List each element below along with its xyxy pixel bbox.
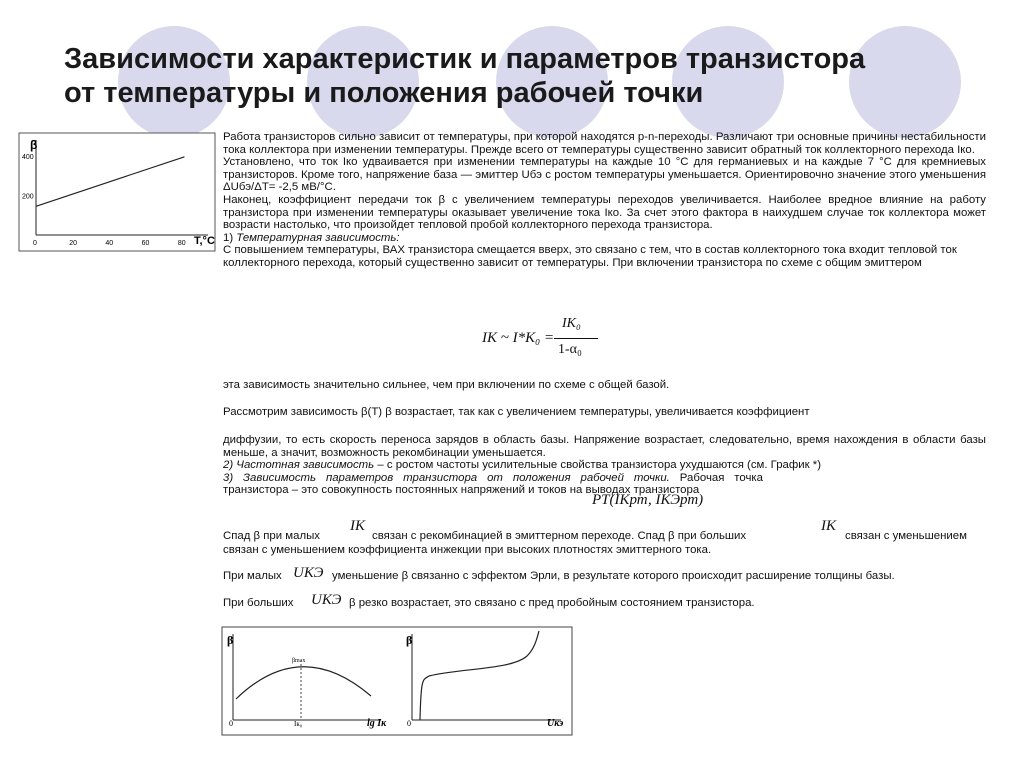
ik-symbol-1: IК bbox=[350, 518, 365, 534]
formula-operating-point: PT(IКрт, IКЭрт) bbox=[592, 492, 704, 508]
item1-number: 1) bbox=[223, 231, 237, 244]
chart2-ylabel: β bbox=[227, 633, 234, 647]
item3-text: Рабочая точка транзистора – это совокупность постоянных напряжений и токов на выводах транзистора bbox=[223, 471, 763, 497]
text-block-3 bbox=[223, 406, 986, 419]
chart1-ytick-0: 200 bbox=[22, 193, 34, 201]
chart3-xlabel: Uкэ bbox=[547, 718, 564, 729]
formula1-denominator: 1-α₀ bbox=[558, 342, 582, 357]
chart2-origin: 0 bbox=[229, 719, 233, 728]
text-block-2 bbox=[223, 379, 986, 392]
list-item-1 bbox=[223, 232, 986, 245]
paragraph-4: С повышением температуры, ВАХ транзистора смещается вверх, это связано с тем, что в состав коллекторного тока входит тепловой ток коллекторного перехода, который существенно зависит от температуры. При включении транзистора по схеме с общим эмиттером bbox=[223, 244, 957, 269]
paragraph-9 bbox=[223, 565, 986, 583]
ik-symbol-2: IК bbox=[821, 518, 836, 534]
uke-symbol-1: UКЭ bbox=[293, 565, 324, 581]
chart1-xtick-3: 60 bbox=[141, 240, 150, 247]
paragraph-2: Установлено, что ток Iко удваивается при изменении температуры на каждые 10 °С для германиевых и на каждые 7 °С для кремниевых транзисторов. Кроме того, напряжение база — эмиттер Uбэ с ростом температуры уменьшается. Ориентировочно значение этого уменьшения ΔUбэ/ΔT= -2,5 мВ/°С. bbox=[223, 156, 986, 194]
chart1-ytick-1: 400 bbox=[22, 153, 34, 161]
item3-title: 3) Зависимость параметров транзистора от положения рабочей точки. bbox=[223, 471, 670, 484]
chart2-xlabel: lg Iк bbox=[367, 718, 387, 729]
paragraph-3: Наконец, коэффициент передачи ток β с увеличением температуры переходов увеличивается. Наиболее вредное влияние на работу транзистора при изменении температуры оказывает увеличение тока Iко. За счет этого фактора в наихудшем случае ток коллектора может возрасти настолько, что произойдет тепловой пробой коллекторного перехода транзистора. bbox=[223, 193, 986, 232]
p10-part-a: При больших bbox=[223, 597, 294, 609]
paragraph-7: диффузии, то есть скорость переноса зарядов в область базы. Напряжение возрастает, следовательно, время нахождения в области базы меньше, а значит, возможность рекомбинации уменьшается. bbox=[223, 434, 986, 459]
paragraph-6: Рассмотрим зависимость β(T) β возрастает, так как с увеличением температуры, увеличивается коэффициент bbox=[223, 406, 810, 418]
formula1-fraction-bar bbox=[554, 338, 598, 339]
item2-text: – с ростом частоты усилительные свойства транзистора ухудшаются (см. График *) bbox=[374, 459, 821, 472]
main-text bbox=[223, 131, 986, 270]
chart1-xtick-4: 80 bbox=[177, 240, 186, 247]
p8-part-c-start: связан с уменьшением bbox=[845, 530, 967, 542]
page-title bbox=[64, 42, 1004, 110]
chart1-xtick-0: 0 bbox=[33, 240, 37, 247]
paragraph-10 bbox=[223, 592, 986, 610]
formula1-lhs: IК ~ I*К₀ = bbox=[482, 330, 555, 346]
p9-part-a: При малых bbox=[223, 570, 282, 582]
formula1-numerator: IК₀ bbox=[562, 316, 581, 331]
text-block-4 bbox=[223, 434, 986, 497]
title-line-2: от температуры и положения рабочей точки bbox=[64, 77, 704, 109]
paragraph-1: Работа транзисторов сильно зависит от температуры, при которой находятся p-n-переходы. Различают три основные причины нестабильности тока коллектора при изменении температуры. Прежде всего от температуры существенно зависит обратный ток коллекторного перехода Iко. bbox=[223, 131, 986, 156]
paragraph-8 bbox=[223, 520, 986, 557]
p8-part-c: связан с уменьшением коэффициента инжекции при высоких плотностях эмиттерного тока. bbox=[223, 544, 712, 556]
chart1-ylabel: β bbox=[30, 138, 38, 152]
item2-title: 2) Частотная зависимость bbox=[223, 459, 375, 472]
p8-part-b: связан с рекомбинацией в эмиттерном переходе. Спад β при больших bbox=[372, 530, 747, 542]
title-line-1: Зависимости характеристик и параметров транзистора bbox=[64, 43, 866, 75]
paragraph-5: эта зависимость значительно сильнее, чем при включении по схеме с общей базой. bbox=[223, 379, 670, 391]
formula-ik bbox=[482, 318, 602, 364]
uke-symbol-2: UКЭ bbox=[311, 592, 342, 608]
list-item-2 bbox=[223, 459, 986, 472]
chart2-xtick: Iк₀ bbox=[294, 720, 303, 728]
chart3-origin: 0 bbox=[407, 719, 411, 728]
chart1-xtick-1: 20 bbox=[69, 240, 78, 247]
chart1-xlabel: T,°C bbox=[194, 235, 215, 247]
p10-part-b: β резко возрастает, это связано с пред пробойным состоянием транзистора. bbox=[349, 597, 755, 609]
chart2-peak-label: βmax bbox=[292, 658, 306, 664]
beta-temperature-chart bbox=[18, 132, 216, 252]
chart1-xtick-2: 40 bbox=[105, 240, 114, 247]
item1-title: Температурная зависимость: bbox=[236, 231, 400, 244]
beta-operating-point-charts bbox=[221, 626, 573, 736]
p9-part-b: уменьшение β связанно с эффектом Эрли, в результате которого происходит расширение толщины базы. bbox=[332, 570, 895, 582]
p8-part-a: Спад β при малых bbox=[223, 530, 320, 542]
chart3-ylabel: β bbox=[406, 633, 413, 647]
